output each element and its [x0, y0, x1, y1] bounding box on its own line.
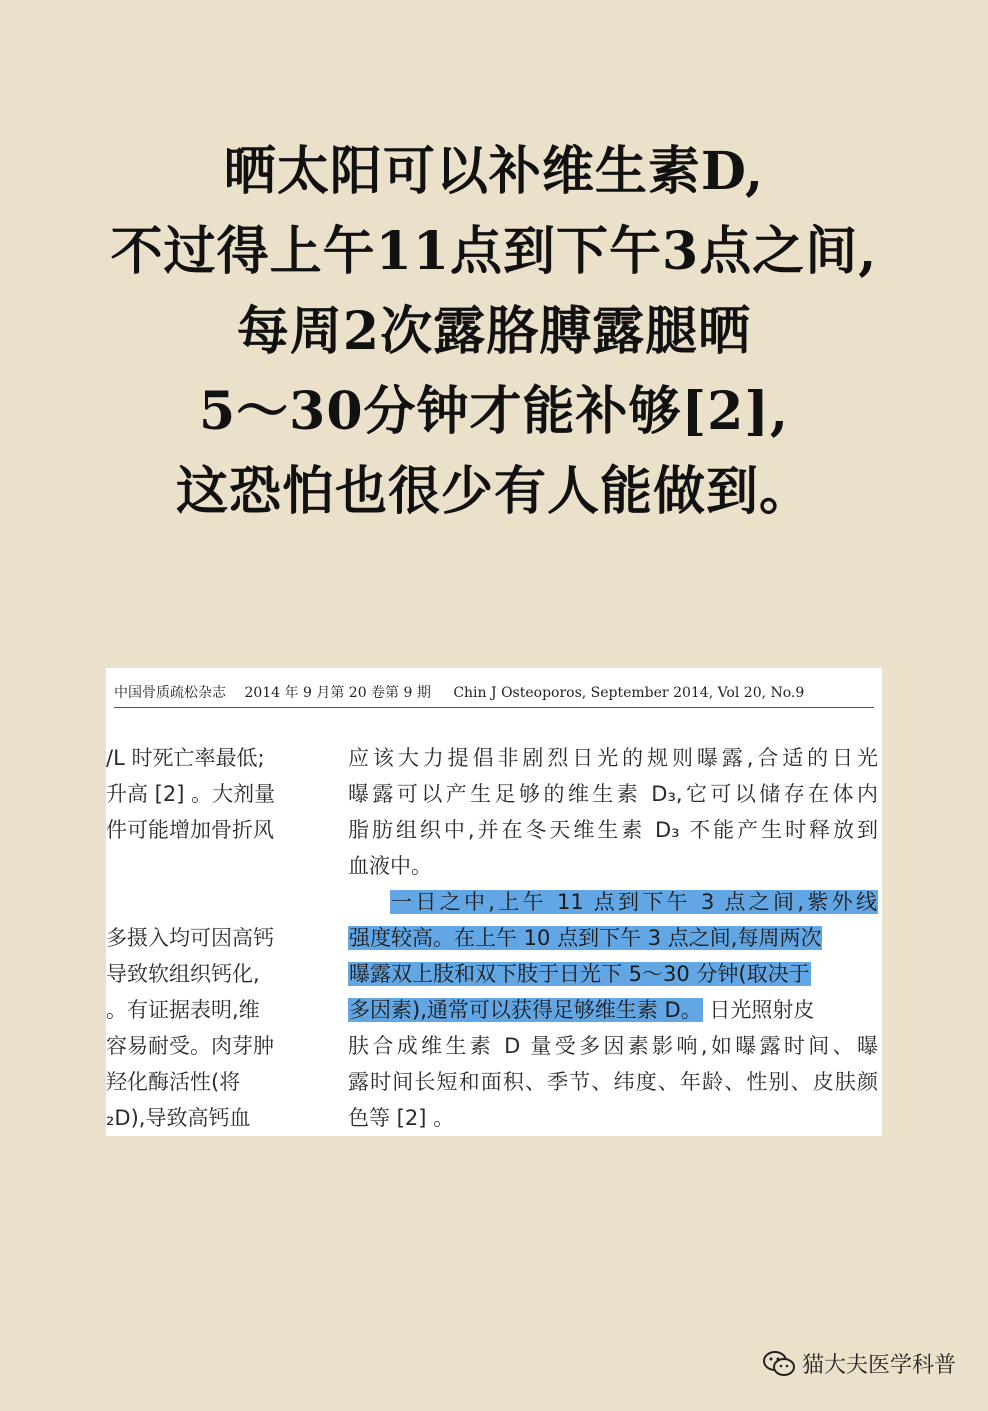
right-column — [348, 740, 878, 1136]
right-line: 血液中。 — [348, 854, 432, 878]
left-line: 升高 [2] 。大剂量 — [106, 782, 276, 806]
wechat-icon — [762, 1350, 796, 1378]
right-line-highlight — [348, 920, 878, 956]
headline — [0, 132, 988, 532]
left-line: 多摄入均可因高钙 — [106, 926, 274, 950]
left-line: 容易耐受。肉芽肿 — [106, 1034, 274, 1058]
right-line-highlight — [348, 956, 878, 992]
left-column — [106, 740, 316, 1136]
headline-line-2: 不过得上午11点到下午3点之间, — [110, 221, 878, 282]
left-line — [106, 884, 316, 920]
highlighted-text: 强度较高。在上午 10 点到下午 3 点之间,每周两次 — [349, 926, 822, 950]
journal-header — [114, 682, 874, 708]
right-line: 肤合成维生素 D 量受多因素影响,如曝露时间、曝 — [348, 1034, 878, 1058]
left-line — [106, 848, 316, 884]
right-line-highlight — [348, 992, 878, 1028]
right-line: 曝露可以产生足够的维生素 D₃,它可以储存在体内 — [348, 782, 878, 806]
headline-line-1: 晒太阳可以补维生素D, — [223, 141, 765, 202]
journal-clipping — [106, 668, 882, 1136]
left-line: 羟化酶活性(将 — [106, 1070, 241, 1094]
journal-name-cn: 中国骨质疏松杂志 — [114, 685, 226, 701]
highlighted-text: 一日之中,上午 11 点到下午 3 点之间,紫外线 — [391, 890, 877, 914]
right-line-tail: 日光照射皮 — [709, 998, 815, 1022]
left-line: 。有证据表明,维 — [106, 998, 260, 1022]
watermark-text: 猫大夫医学科普 — [801, 1353, 956, 1378]
left-line: /L 时死亡率最低; — [106, 746, 265, 770]
left-line: 件可能增加骨折风 — [106, 818, 274, 842]
journal-name-en: Chin J Osteoporos, September 2014, Vol 20, No.9 — [453, 685, 805, 701]
right-line: 露时间长短和面积、季节、纬度、年龄、性别、皮肤颜 — [348, 1070, 878, 1094]
watermark — [762, 1348, 956, 1379]
highlighted-text: 多因素),通常可以获得足够维生素 D。 — [349, 998, 702, 1022]
left-line: ₂D),导致高钙血 — [106, 1106, 251, 1130]
highlighted-text: 曝露双上肢和双下肢于日光下 5～30 分钟(取决于 — [349, 962, 810, 986]
left-line: 导致软组织钙化, — [106, 962, 260, 986]
headline-line-3: 每周2次露胳膊露腿晒 — [236, 301, 752, 362]
right-line: 色等 [2] 。 — [348, 1106, 455, 1130]
journal-issue-cn: 2014 年 9 月第 20 卷第 9 期 — [244, 685, 431, 701]
headline-line-4: 5～30分钟才能补够[2], — [198, 381, 790, 442]
right-line-highlight — [348, 884, 878, 920]
right-line: 应该大力提倡非剧烈日光的规则曝露,合适的日光 — [348, 746, 878, 770]
headline-line-5: 这恐怕也很少有人能做到。 — [175, 461, 812, 522]
right-line: 脂肪组织中,并在冬天维生素 D₃ 不能产生时释放到 — [348, 818, 878, 842]
